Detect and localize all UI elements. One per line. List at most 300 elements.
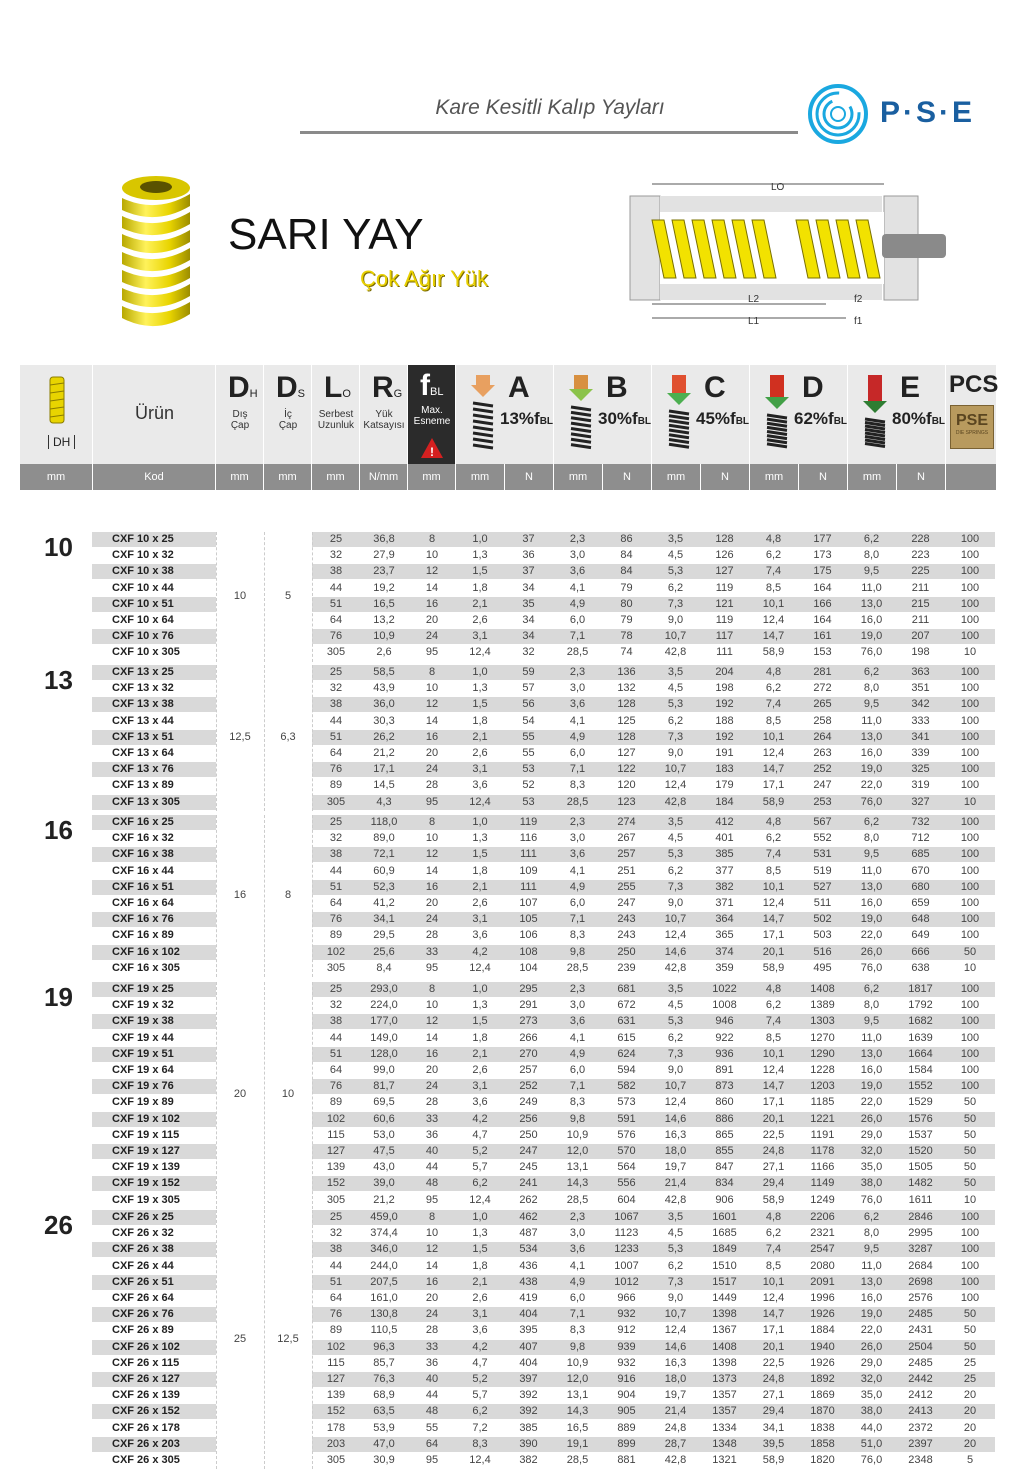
value-cell: 50 bbox=[963, 945, 977, 958]
value-cell: 2397 bbox=[908, 1437, 933, 1450]
value-cell: 28,5 bbox=[566, 1454, 589, 1466]
product-code: CXF 26 x 178 bbox=[112, 1421, 180, 1434]
value-cell: 89 bbox=[329, 1096, 343, 1109]
group-size-label: 19 bbox=[44, 982, 73, 1012]
value-cell: 81,7 bbox=[373, 1080, 395, 1093]
value-cell: 966 bbox=[617, 1292, 636, 1304]
table-row bbox=[92, 1226, 995, 1241]
value-cell: 100 bbox=[960, 549, 980, 562]
value-cell: 244,0 bbox=[370, 1259, 398, 1272]
value-cell: 95 bbox=[425, 961, 439, 974]
value-cell: 2485 bbox=[908, 1356, 933, 1369]
value-cell: 7,1 bbox=[569, 1308, 586, 1321]
value-cell: 1,0 bbox=[472, 983, 488, 995]
value-cell: 333 bbox=[911, 714, 930, 727]
value-cell: 9,5 bbox=[863, 1243, 880, 1256]
value-cell: 50 bbox=[963, 1145, 977, 1157]
product-code: CXF 10 x 25 bbox=[92, 532, 216, 547]
value-cell: 2442 bbox=[908, 1373, 933, 1385]
value-cell: 47,0 bbox=[373, 1437, 395, 1450]
table-row bbox=[92, 795, 995, 810]
value-cell: 20,1 bbox=[762, 1340, 785, 1353]
value-cell: 100 bbox=[960, 747, 980, 759]
value-cell: 19,1 bbox=[566, 1437, 589, 1450]
product-code: CXF 16 x 305 bbox=[112, 961, 180, 974]
warning-icon bbox=[420, 437, 444, 459]
value-cell: 20 bbox=[425, 1064, 439, 1076]
value-cell: 51,0 bbox=[860, 1437, 883, 1450]
table-row bbox=[92, 1259, 995, 1274]
value-cell: 503 bbox=[813, 929, 832, 942]
value-cell: 107 bbox=[519, 897, 538, 909]
value-cell: 20 bbox=[963, 1437, 977, 1450]
value-cell: 10,1 bbox=[762, 730, 785, 743]
value-cell: 100 bbox=[960, 929, 980, 942]
value-cell: 191 bbox=[715, 747, 734, 759]
value-cell: 100 bbox=[960, 597, 980, 610]
value-cell: 100 bbox=[960, 1031, 980, 1044]
unit-cell: N/mm bbox=[360, 464, 408, 490]
value-cell: 126 bbox=[715, 549, 734, 562]
product-code: CXF 19 x 115 bbox=[112, 1128, 180, 1141]
column-divider bbox=[216, 815, 217, 977]
value-cell: 14,6 bbox=[664, 1340, 687, 1353]
value-cell: 1,5 bbox=[472, 1015, 488, 1028]
value-cell: 115 bbox=[327, 1128, 345, 1141]
value-cell: 649 bbox=[911, 929, 930, 942]
col-letter: B bbox=[606, 371, 628, 404]
value-cell: 1870 bbox=[810, 1405, 835, 1418]
value-cell: 1,8 bbox=[472, 714, 488, 727]
table-row bbox=[92, 1307, 995, 1322]
value-cell: 8,0 bbox=[863, 832, 880, 845]
value-cell: 64 bbox=[329, 614, 343, 626]
value-cell: 374,4 bbox=[370, 1227, 398, 1240]
value-cell: 26,0 bbox=[860, 945, 883, 958]
col-letter: D bbox=[802, 371, 824, 404]
value-cell: 12,4 bbox=[762, 747, 785, 759]
compressed-spring-icon bbox=[470, 375, 496, 459]
value-cell: 881 bbox=[617, 1454, 636, 1466]
value-cell: 43,0 bbox=[373, 1161, 395, 1174]
value-cell: 25 bbox=[963, 1373, 977, 1385]
value-cell: 76,0 bbox=[860, 961, 883, 974]
value-cell: 407 bbox=[519, 1340, 538, 1353]
product-code: CXF 26 x 102 bbox=[92, 1340, 216, 1355]
value-cell: 624 bbox=[617, 1047, 636, 1060]
value-cell: 100 bbox=[960, 848, 980, 861]
value-cell: 13,0 bbox=[860, 730, 883, 743]
value-cell: 29,0 bbox=[860, 1356, 883, 1369]
value-cell: 1505 bbox=[908, 1161, 933, 1174]
value-cell: 2,1 bbox=[472, 1047, 488, 1060]
col-letter: E bbox=[900, 371, 921, 404]
value-cell: 12,4 bbox=[762, 1292, 785, 1304]
value-cell: 34 bbox=[522, 614, 535, 626]
value-cell: 239 bbox=[617, 961, 636, 974]
product-code: CXF 16 x 89 bbox=[112, 929, 174, 942]
value-cell: 6,2 bbox=[667, 864, 684, 877]
value-cell: 109 bbox=[519, 864, 538, 877]
value-cell: 28 bbox=[425, 1096, 439, 1109]
value-cell: 9,8 bbox=[569, 1112, 586, 1125]
value-cell: 100 bbox=[960, 1080, 980, 1093]
table-row bbox=[92, 1160, 995, 1175]
value-cell: 177 bbox=[813, 533, 832, 545]
value-cell: 365 bbox=[715, 929, 734, 942]
table-row bbox=[92, 714, 995, 729]
value-cell: 44 bbox=[329, 581, 343, 594]
value-cell: 267 bbox=[617, 832, 636, 845]
value-cell: 161,0 bbox=[370, 1292, 398, 1304]
svg-text:!: ! bbox=[430, 445, 434, 459]
value-cell: 3,6 bbox=[472, 779, 488, 792]
value-cell: 4,8 bbox=[765, 1211, 782, 1223]
value-cell: 1221 bbox=[810, 1112, 835, 1125]
value-cell: 3,6 bbox=[472, 1096, 488, 1109]
column-divider bbox=[216, 532, 217, 662]
value-cell: 576 bbox=[617, 1128, 636, 1141]
value-cell: 1940 bbox=[810, 1340, 835, 1353]
value-cell: 325 bbox=[911, 763, 930, 776]
value-cell: 95 bbox=[425, 646, 439, 659]
unit-cell: mm bbox=[750, 464, 799, 490]
value-cell: 64 bbox=[329, 897, 343, 909]
value-cell: 28,5 bbox=[566, 795, 589, 808]
value-cell: 250 bbox=[519, 1128, 538, 1141]
unit-cell: mm bbox=[408, 464, 456, 490]
value-cell: 100 bbox=[960, 1292, 980, 1304]
value-cell: 100 bbox=[960, 1211, 980, 1223]
value-cell: 2,3 bbox=[569, 1211, 586, 1223]
value-cell: 1664 bbox=[908, 1047, 933, 1060]
value-cell: 21,2 bbox=[373, 1193, 395, 1206]
value-cell: 44 bbox=[329, 864, 343, 877]
value-cell: 117 bbox=[715, 630, 734, 643]
header-ds: DS İç Çap bbox=[264, 365, 312, 464]
value-cell: 59 bbox=[522, 666, 535, 678]
value-cell: 570 bbox=[617, 1145, 636, 1157]
value-cell: 38 bbox=[329, 1243, 343, 1256]
product-code: CXF 16 x 32 bbox=[112, 832, 174, 845]
value-cell: 24,8 bbox=[664, 1421, 687, 1434]
value-cell: 19,7 bbox=[664, 1161, 687, 1174]
value-cell: 3,6 bbox=[569, 848, 586, 861]
value-cell: 2,3 bbox=[569, 816, 586, 828]
value-cell: 223 bbox=[911, 549, 930, 562]
value-cell: 339 bbox=[911, 747, 930, 759]
value-cell: 44 bbox=[329, 1259, 343, 1272]
value-cell: 9,0 bbox=[667, 1292, 684, 1304]
unit-cell: mm bbox=[216, 464, 264, 490]
compressed-spring-icon bbox=[666, 375, 692, 459]
value-cell: 4,2 bbox=[472, 1340, 488, 1353]
column-divider bbox=[264, 815, 265, 977]
value-cell: 266 bbox=[519, 1031, 538, 1044]
value-cell: 19,7 bbox=[664, 1389, 687, 1402]
value-cell: 224,0 bbox=[370, 999, 398, 1012]
value-cell: 5,2 bbox=[472, 1373, 488, 1385]
inner-diameter-value: 12,5 bbox=[277, 1332, 299, 1345]
value-cell: 274 bbox=[617, 816, 636, 828]
value-cell: 659 bbox=[911, 897, 930, 909]
column-divider bbox=[216, 1210, 217, 1469]
value-cell: 1611 bbox=[908, 1193, 933, 1206]
value-cell: 30,3 bbox=[373, 714, 395, 727]
value-cell: 20 bbox=[425, 614, 439, 626]
table-row bbox=[92, 697, 995, 712]
value-cell: 247 bbox=[519, 1145, 538, 1157]
value-cell: 1,3 bbox=[472, 832, 488, 845]
value-cell: 1869 bbox=[810, 1389, 835, 1402]
product-code: CXF 13 x 38 bbox=[92, 697, 216, 712]
value-cell: 51 bbox=[329, 1047, 343, 1060]
unit-cell: mm bbox=[20, 464, 93, 490]
value-cell: 8,3 bbox=[569, 779, 586, 792]
value-cell: 12,4 bbox=[469, 1193, 491, 1206]
value-cell: 8,5 bbox=[765, 1259, 782, 1272]
product-code: CXF 19 x 76 bbox=[92, 1079, 216, 1094]
value-cell: 10 bbox=[963, 795, 977, 808]
value-cell: 16,3 bbox=[664, 1356, 687, 1369]
value-cell: 638 bbox=[911, 961, 930, 974]
value-cell: 3,5 bbox=[667, 816, 684, 828]
value-cell: 10,1 bbox=[762, 1047, 785, 1060]
value-cell: 3,6 bbox=[569, 1243, 586, 1256]
value-cell: 23,7 bbox=[373, 565, 395, 578]
value-cell: 7,4 bbox=[765, 1015, 782, 1028]
value-cell: 247 bbox=[813, 779, 832, 792]
product-code: CXF 16 x 76 bbox=[92, 912, 216, 927]
value-cell: 932 bbox=[617, 1356, 636, 1369]
value-cell: 1,3 bbox=[472, 1227, 488, 1240]
value-cell: 886 bbox=[715, 1112, 734, 1125]
value-cell: 12 bbox=[425, 1243, 439, 1256]
value-cell: 397 bbox=[519, 1373, 538, 1385]
value-cell: 327 bbox=[911, 795, 930, 808]
product-code: CXF 26 x 38 bbox=[92, 1242, 216, 1257]
value-cell: 26,0 bbox=[860, 1340, 883, 1353]
value-cell: 38,0 bbox=[860, 1405, 883, 1418]
group-size-label: 26 bbox=[44, 1210, 73, 1240]
product-code: CXF 19 x 25 bbox=[92, 982, 216, 997]
value-cell: 247 bbox=[617, 897, 636, 909]
value-cell: 7,1 bbox=[569, 1080, 586, 1093]
table-row bbox=[92, 1275, 995, 1290]
value-cell: 44 bbox=[329, 1031, 343, 1044]
value-cell: 253 bbox=[813, 795, 832, 808]
value-cell: 25 bbox=[329, 983, 343, 995]
value-cell: 4,5 bbox=[667, 999, 684, 1012]
value-cell: 111 bbox=[520, 848, 537, 861]
value-cell: 567 bbox=[813, 816, 832, 828]
col-letter: C bbox=[704, 371, 726, 404]
value-cell: 9,0 bbox=[667, 614, 684, 626]
value-cell: 4,5 bbox=[667, 832, 684, 845]
value-cell: 7,2 bbox=[472, 1421, 488, 1434]
value-cell: 72,1 bbox=[373, 848, 395, 861]
outer-diameter-value: 10 bbox=[233, 589, 247, 602]
value-cell: 100 bbox=[960, 682, 980, 695]
header-dh: DH Dış Çap bbox=[216, 365, 264, 464]
product-code: CXF 26 x 127 bbox=[92, 1372, 216, 1387]
value-cell: 1520 bbox=[908, 1145, 933, 1157]
product-code: CXF 13 x 44 bbox=[112, 714, 174, 727]
table-row bbox=[92, 961, 995, 976]
value-cell: 20,1 bbox=[762, 1112, 785, 1125]
value-cell: 127 bbox=[715, 565, 734, 578]
group-size-label: 10 bbox=[44, 532, 73, 562]
value-cell: 865 bbox=[715, 1128, 734, 1141]
value-cell: 58,9 bbox=[762, 795, 785, 808]
value-cell: 42,8 bbox=[664, 646, 687, 659]
value-cell: 13,0 bbox=[860, 1275, 883, 1288]
value-cell: 89 bbox=[329, 929, 343, 942]
value-cell: 2413 bbox=[908, 1405, 933, 1418]
value-cell: 946 bbox=[715, 1015, 734, 1028]
value-cell: 47,5 bbox=[373, 1145, 395, 1157]
value-cell: 2485 bbox=[908, 1308, 933, 1321]
value-cell: 16,0 bbox=[860, 1292, 883, 1304]
value-cell: 1357 bbox=[712, 1389, 737, 1402]
value-cell: 265 bbox=[813, 698, 832, 711]
product-code: CXF 13 x 32 bbox=[112, 682, 174, 695]
value-cell: 52,3 bbox=[373, 880, 395, 893]
value-cell: 8 bbox=[428, 533, 436, 545]
value-cell: 3,6 bbox=[569, 1015, 586, 1028]
value-cell: 44 bbox=[425, 1389, 439, 1402]
value-cell: 55 bbox=[425, 1421, 439, 1434]
value-cell: 100 bbox=[960, 614, 980, 626]
product-code: CXF 13 x 305 bbox=[92, 795, 216, 810]
value-cell: 55 bbox=[522, 747, 535, 759]
value-cell: 228 bbox=[911, 533, 930, 545]
value-cell: 8,0 bbox=[863, 999, 880, 1012]
table-row bbox=[92, 746, 995, 761]
value-cell: 58,9 bbox=[762, 961, 785, 974]
value-cell: 60,6 bbox=[373, 1112, 395, 1125]
value-cell: 11,0 bbox=[861, 581, 882, 594]
value-cell: 42,8 bbox=[664, 1193, 687, 1206]
value-cell: 351 bbox=[911, 682, 930, 695]
value-cell: 16,5 bbox=[373, 597, 395, 610]
value-cell: 12 bbox=[425, 565, 439, 578]
value-cell: 281 bbox=[813, 666, 832, 678]
product-code: CXF 13 x 76 bbox=[92, 762, 216, 777]
value-cell: 6,2 bbox=[765, 682, 782, 695]
value-cell: 1334 bbox=[712, 1421, 737, 1434]
value-cell: 14,6 bbox=[664, 945, 687, 958]
value-cell: 50 bbox=[963, 1128, 977, 1141]
value-cell: 50 bbox=[963, 1161, 977, 1174]
value-cell: 12,4 bbox=[664, 779, 687, 792]
value-cell: 9,0 bbox=[667, 747, 684, 759]
value-cell: 104 bbox=[519, 961, 538, 974]
product-code: CXF 16 x 64 bbox=[112, 897, 174, 909]
value-cell: 3287 bbox=[908, 1243, 933, 1256]
value-cell: 1,5 bbox=[472, 848, 488, 861]
value-cell: 4,2 bbox=[472, 1112, 488, 1125]
value-cell: 100 bbox=[960, 880, 980, 893]
value-cell: 102 bbox=[326, 945, 346, 958]
value-cell: 34 bbox=[522, 630, 535, 643]
value-cell: 11,0 bbox=[861, 864, 882, 877]
value-cell: 111 bbox=[520, 880, 537, 893]
header-urun bbox=[93, 365, 216, 464]
value-cell: 100 bbox=[960, 832, 980, 845]
value-cell: 10 bbox=[425, 682, 439, 695]
value-cell: 899 bbox=[617, 1437, 636, 1450]
value-cell: 34 bbox=[522, 581, 535, 594]
product-code: CXF 19 x 64 bbox=[112, 1064, 174, 1076]
table-row bbox=[92, 762, 995, 777]
value-cell: 374 bbox=[715, 945, 734, 958]
value-cell: 6,0 bbox=[569, 1064, 586, 1076]
value-cell: 39,0 bbox=[373, 1177, 395, 1190]
value-cell: 685 bbox=[911, 848, 930, 861]
value-cell: 10 bbox=[425, 549, 439, 562]
value-cell: 76,0 bbox=[860, 1454, 883, 1466]
value-cell: 22,0 bbox=[860, 1096, 883, 1109]
value-cell: 2,6 bbox=[472, 1292, 488, 1304]
value-cell: 28,5 bbox=[566, 1193, 589, 1206]
value-cell: 17,1 bbox=[762, 779, 785, 792]
value-cell: 42,8 bbox=[664, 795, 687, 808]
value-cell: 395 bbox=[519, 1324, 538, 1337]
table-row bbox=[92, 864, 995, 879]
value-cell: 14,7 bbox=[762, 1308, 785, 1321]
value-cell: 10 bbox=[963, 961, 977, 974]
table-row bbox=[92, 1242, 995, 1257]
value-cell: 916 bbox=[617, 1373, 636, 1385]
catalog-subtitle: Kare Kesitli Kalıp Yayları bbox=[435, 96, 665, 119]
value-cell: 1884 bbox=[810, 1324, 835, 1337]
value-cell: 1203 bbox=[810, 1080, 835, 1093]
value-cell: 1012 bbox=[614, 1275, 639, 1288]
header-lo: LO Serbest Uzunluk bbox=[312, 365, 360, 464]
value-cell: 14 bbox=[425, 864, 439, 877]
product-tagline: Çok Ağır Yük bbox=[360, 266, 488, 291]
value-cell: 552 bbox=[813, 832, 832, 845]
value-cell: 57 bbox=[522, 682, 535, 695]
value-cell: 84 bbox=[620, 549, 633, 562]
value-cell: 241 bbox=[519, 1177, 538, 1190]
table-row bbox=[92, 1404, 995, 1419]
value-cell: 13,1 bbox=[566, 1389, 589, 1402]
value-cell: 4,1 bbox=[569, 864, 586, 877]
unit-cell: mm bbox=[848, 464, 897, 490]
value-cell: 906 bbox=[715, 1193, 734, 1206]
value-cell: 3,1 bbox=[472, 1308, 488, 1321]
value-cell: 192 bbox=[715, 730, 734, 743]
table-row bbox=[92, 1356, 995, 1371]
value-cell: 2348 bbox=[908, 1454, 933, 1466]
value-cell: 3,5 bbox=[667, 1211, 684, 1223]
value-cell: 44 bbox=[425, 1161, 439, 1174]
table-row bbox=[92, 1063, 995, 1078]
value-cell: 6,2 bbox=[765, 999, 782, 1012]
value-cell: 9,8 bbox=[569, 1340, 586, 1353]
value-cell: 1,3 bbox=[472, 682, 488, 695]
product-code: CXF 16 x 44 bbox=[112, 864, 174, 877]
value-cell: 10,9 bbox=[373, 630, 395, 643]
value-cell: 106 bbox=[519, 929, 538, 942]
value-cell: 1398 bbox=[712, 1356, 737, 1369]
value-cell: 12,0 bbox=[566, 1145, 589, 1157]
value-cell: 50 bbox=[963, 1324, 977, 1337]
value-cell: 164 bbox=[813, 614, 832, 626]
value-cell: 24 bbox=[425, 1080, 439, 1093]
